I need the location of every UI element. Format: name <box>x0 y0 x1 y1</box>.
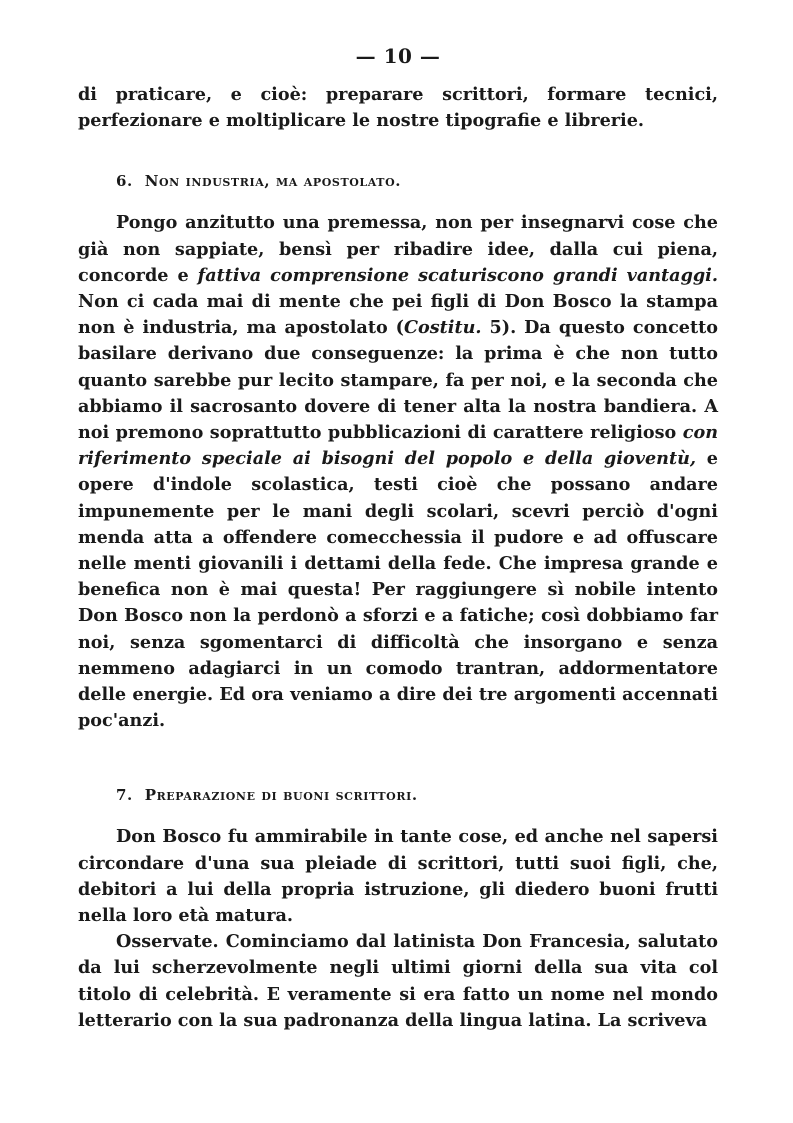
section-6-paragraph <box>78 210 718 734</box>
section-7-number: 7. <box>116 786 133 805</box>
intro-paragraph: di praticare, e cioè: preparare scrittori, formare tecnici, perfezionare e moltiplicare le nostre tipografie e librerie. <box>78 84 718 132</box>
section-6-emphasis-2: Costitu. <box>404 317 482 339</box>
section-6-text-a: Pongo anzitutto una premessa, non per insegnarvi cose che già non sappiate, bensì per ribadire idee, dalla cui piena, concorde e <box>78 212 718 286</box>
section-6-text-b: Non ci cada mai di mente che pei figli di Don Bosco la stampa non è industria, ma apostolato ( <box>78 291 718 339</box>
section-6-heading <box>116 172 718 190</box>
section-6-number: 6. <box>116 172 133 191</box>
section-6-title: Non industria, ma apostolato. <box>144 172 402 191</box>
section-7-paragraph-2: Osservate. Cominciamo dal latinista Don Francesia, salutato da lui scherzevolmente negli ultimi giorni della sua vita col titolo di celebrità. E veramente si era fatto un nome nel mondo letterario con la sua padronanza della lingua latina. La scriveva <box>78 931 718 1031</box>
section-6-emphasis-1: fattiva comprensione scaturiscono grandi vantaggi. <box>197 264 718 286</box>
section-7-heading <box>116 786 718 804</box>
section-6-text-c: 5). Da questo concetto basilare derivano due conseguenze: la prima è che non tutto quanto sarebbe pur lecito stampare, fa per noi, e la seconda che abbiamo il sacrosanto dovere di tener alta la nostra bandiera. A noi premono soprattutto pubblicazioni di carattere religioso <box>78 317 718 444</box>
section-7-title: Preparazione di buoni scrittori. <box>144 786 418 805</box>
section-7-paragraph-1: Don Bosco fu ammirabile in tante cose, ed anche nel sapersi circondare d'una sua pleiade di scrittori, tutti suoi figli, che, debitori a lui della propria istruzione, gli diedero buoni frutti nella loro età matura. <box>78 826 718 927</box>
document-page <box>78 44 718 1034</box>
section-6-text-d: e opere d'indole scolastica, testi cioè che possano andare impunemente per le mani degli scolari, scevri perciò d'ogni menda atta a offendere comecchessia il pudore e ad offuscare nelle menti giovanili i dettami della fede. Che impresa grande e benefica non è mai questa! Per raggiungere sì nobile intento Don Bosco non la perdonò a sforzi e a fatiche; così dobbiamo far noi, senza sgomentarci di difficoltà che insorgano e senza nemmeno adagiarci in un comodo trantran, addormentatore delle energie. Ed ora veniamo a dire dei tre argomenti accennati poc'anzi. <box>78 448 718 732</box>
section-6-emphasis-3: con riferimento speciale ai bisogni del popolo e della gioventù, <box>78 422 718 470</box>
page-number: — 10 — <box>355 44 441 68</box>
